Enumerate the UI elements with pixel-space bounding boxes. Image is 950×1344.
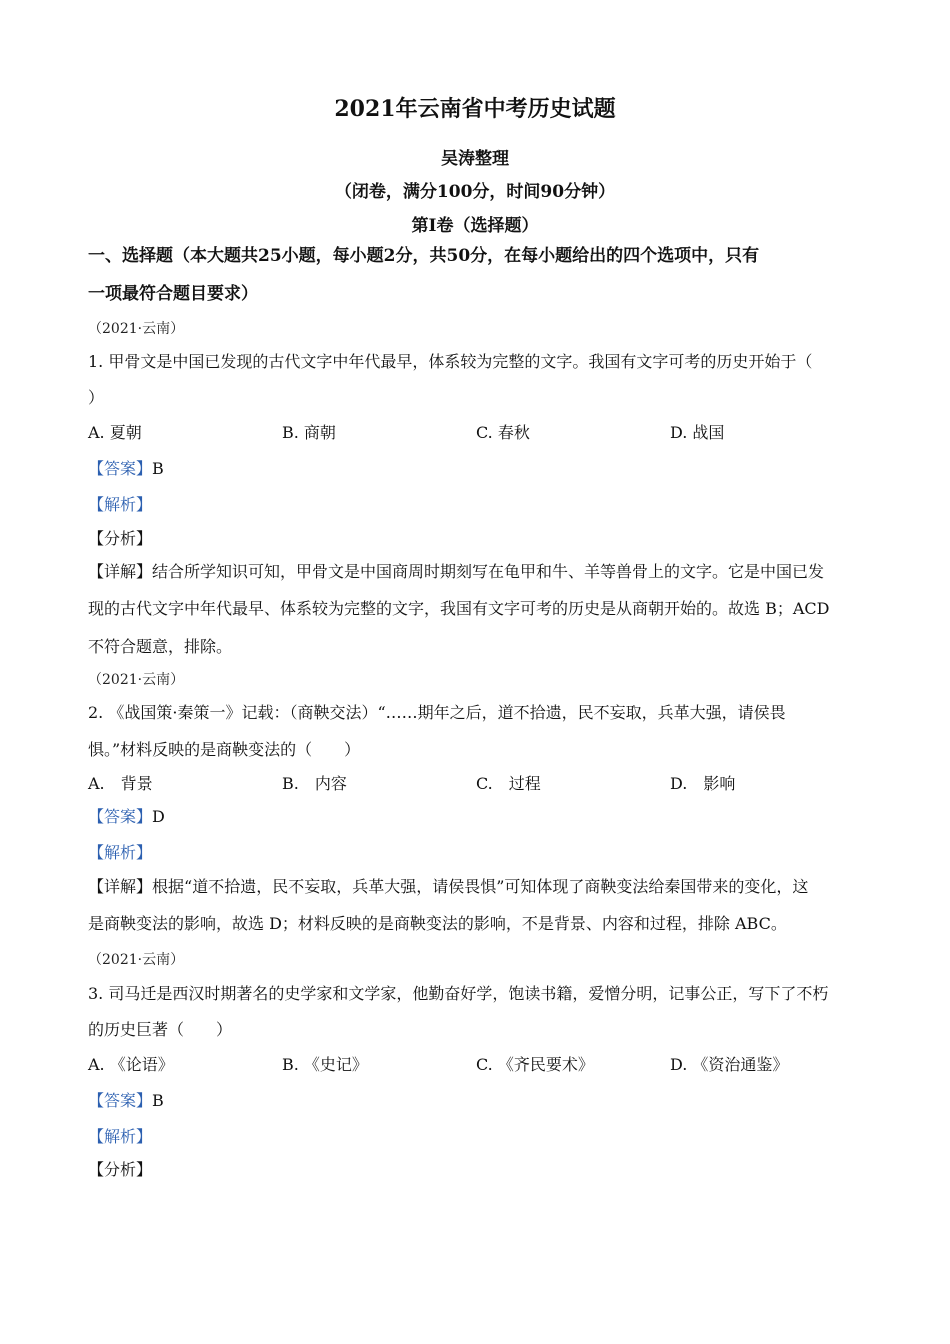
- q1-fenxi-label: 【分析】: [88, 529, 153, 548]
- section-heading-line2: 一项最符合题目要求）: [88, 284, 258, 304]
- q3-source: （2021·云南）: [88, 952, 185, 968]
- q3-analysis-label: 【解析】: [88, 1127, 153, 1146]
- q3-stem-line2: 的历史巨著（ ）: [88, 1020, 233, 1039]
- q2-answer-value: D: [152, 807, 165, 826]
- q3-option-c: C. 《齐民要术》: [476, 1055, 594, 1074]
- q2-detail-text1: 根据“道不拾遗，民不妄取，兵革大强，请侯畏惧”可知体现了商鞅变法给秦国带来的变化，这: [152, 877, 809, 896]
- q2-stem-line1: 2. 《战国策·秦策一》记载：（商鞅交法）“……期年之后，道不拾遗，民不妄取，兵革大强，请侯畏: [88, 703, 786, 722]
- q1-answer-value: B: [152, 459, 164, 478]
- q2-analysis-label: 【解析】: [88, 843, 153, 862]
- q1-stem-line1: 1. 甲骨文是中国已发现的古代文字中年代最早，体系较为完整的文字。我国有文字可考的历史开始于（: [88, 352, 813, 371]
- q2-answer: [88, 807, 165, 827]
- q3-option-b: B. 《史记》: [282, 1055, 368, 1074]
- q3-fenxi-label: 【分析】: [88, 1160, 153, 1179]
- answer-label: 【答案】: [88, 459, 153, 478]
- q2-detail-line1: [88, 877, 808, 897]
- q3-answer-value: B: [152, 1091, 164, 1110]
- q1-analysis-label: 【解析】: [88, 495, 153, 514]
- q1-detail-line1: [88, 562, 824, 582]
- q1-option-d: D. 战国: [670, 423, 725, 442]
- q3-answer: [88, 1091, 164, 1111]
- detail-label: 【详解】: [88, 562, 153, 581]
- answer-label: 【答案】: [88, 807, 153, 826]
- q2-option-b: B. 内容: [282, 774, 347, 793]
- q3-option-d: D. 《资治通鉴》: [670, 1055, 789, 1074]
- q1-source: （2021·云南）: [88, 321, 185, 337]
- q2-option-a: A. 背景: [88, 774, 153, 793]
- volume-title: 第Ⅰ卷（选择题）: [411, 216, 539, 236]
- q2-stem-line2: 惧。”材料反映的是商鞅变法的（ ）: [88, 740, 361, 759]
- exam-info: （闭卷，满分100分，时间90分钟）: [334, 182, 616, 202]
- detail-label: 【详解】: [88, 877, 153, 896]
- document-author: 吴涛整理: [441, 149, 509, 169]
- answer-label: 【答案】: [88, 1091, 153, 1110]
- q1-detail-text1: 结合所学知识可知，甲骨文是中国商周时期刻写在龟甲和牛、羊等兽骨上的文字。它是中国已发: [152, 562, 825, 581]
- q2-source: （2021·云南）: [88, 672, 185, 688]
- q1-answer: [88, 459, 164, 479]
- q1-option-b: B. 商朝: [282, 423, 336, 442]
- q3-option-a: A. 《论语》: [88, 1055, 174, 1074]
- q2-detail-line2: 是商鞅变法的影响，故选 D；材料反映的是商鞅变法的影响，不是背景、内容和过程，排除 ABC。: [88, 914, 787, 933]
- q2-option-c: C. 过程: [476, 774, 541, 793]
- q1-option-c: C. 春秋: [476, 423, 530, 442]
- document-title: 2021年云南省中考历史试题: [334, 96, 616, 122]
- q3-stem-line1: 3. 司马迁是西汉时期著名的史学家和文学家，他勤奋好学，饱读书籍，爱憎分明，记事公正，写下了不朽: [88, 984, 829, 1003]
- q1-option-a: A. 夏朝: [88, 423, 142, 442]
- q2-option-d: D. 影响: [670, 774, 736, 793]
- section-heading-line1: 一、选择题（本大题共25小题，每小题2分，共50分，在每小题给出的四个选项中，只有: [88, 246, 760, 266]
- q1-stem-line2: ）: [88, 388, 105, 407]
- q1-detail-line3: 不符合题意，排除。: [88, 637, 233, 656]
- q1-detail-line2: 现的古代文字中年代最早、体系较为完整的文字，我国有文字可考的历史是从商朝开始的。故选 B；ACD: [88, 599, 830, 618]
